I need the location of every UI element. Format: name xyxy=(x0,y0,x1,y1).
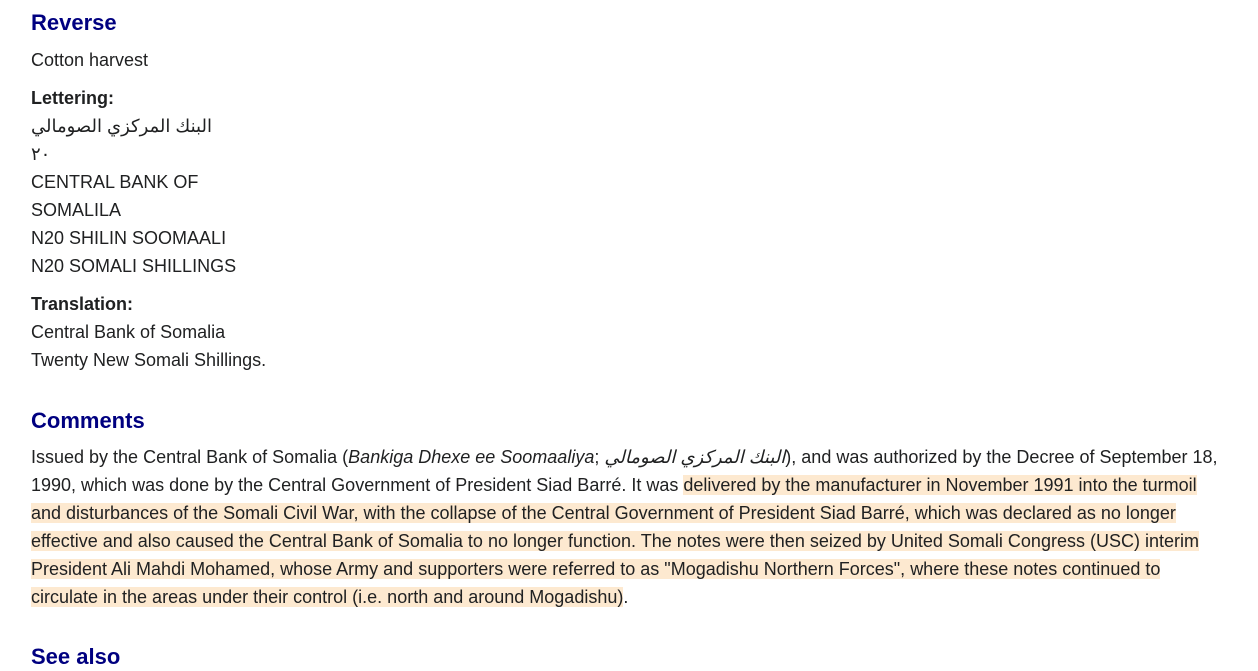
highlighted-text: delivered by the manufacturer in November 1991 into the turmoil and disturbances of the Somali Civil War, with the collapse of the Central Government of President Siad Barré, which was declared as no longer effective and also caused the Central Bank of Somalia to no longer function. The notes were then seized by United Somali Congress (USC) interim President Ali Mahdi Mohamed, whose Army and supporters were referred to as "Mogadishu Northern Forces", where these notes continued to circulate in the areas under their control (i.e. north and around Mogadishu) xyxy=(31,475,1199,607)
comments-heading: Comments xyxy=(31,408,145,433)
translation-line: Twenty New Somali Shillings. xyxy=(31,350,267,370)
translation-label: Translation: xyxy=(31,294,134,314)
comments-end: . xyxy=(623,587,629,607)
lettering-line-numeral: ٢٠ xyxy=(31,144,51,164)
comments-text: ), and was authorized by the Decree of September 18, 1990, which was done by the Central Government of President Siad Barré. It was xyxy=(31,447,1218,495)
comments-separator: ; xyxy=(594,447,605,467)
lettering-lines xyxy=(31,112,236,280)
lettering-line: N20 SHILIN SOOMAALI xyxy=(31,228,227,248)
translation-line: Central Bank of Somalia xyxy=(31,322,226,342)
somali-name: Bankiga Dhexe ee Soomaaliya xyxy=(348,447,595,467)
lettering-line: SOMALILA xyxy=(31,200,122,220)
comments-paragraph xyxy=(31,443,1231,611)
lettering-line-arabic: البنك المركزي الصومالي xyxy=(31,116,212,136)
lettering-line: CENTRAL BANK OF xyxy=(31,172,199,192)
lettering-line: N20 SOMALI SHILLINGS xyxy=(31,256,237,276)
comments-text: Issued by the Central Bank of Somalia ( xyxy=(31,447,349,467)
see-also-heading: See also xyxy=(31,644,121,669)
translation-lines xyxy=(31,318,266,374)
reverse-heading: Reverse xyxy=(31,10,117,35)
lettering-label: Lettering: xyxy=(31,88,114,108)
reverse-description: Cotton harvest xyxy=(31,50,149,70)
arabic-name: البنك المركزي الصومالي xyxy=(604,447,786,467)
